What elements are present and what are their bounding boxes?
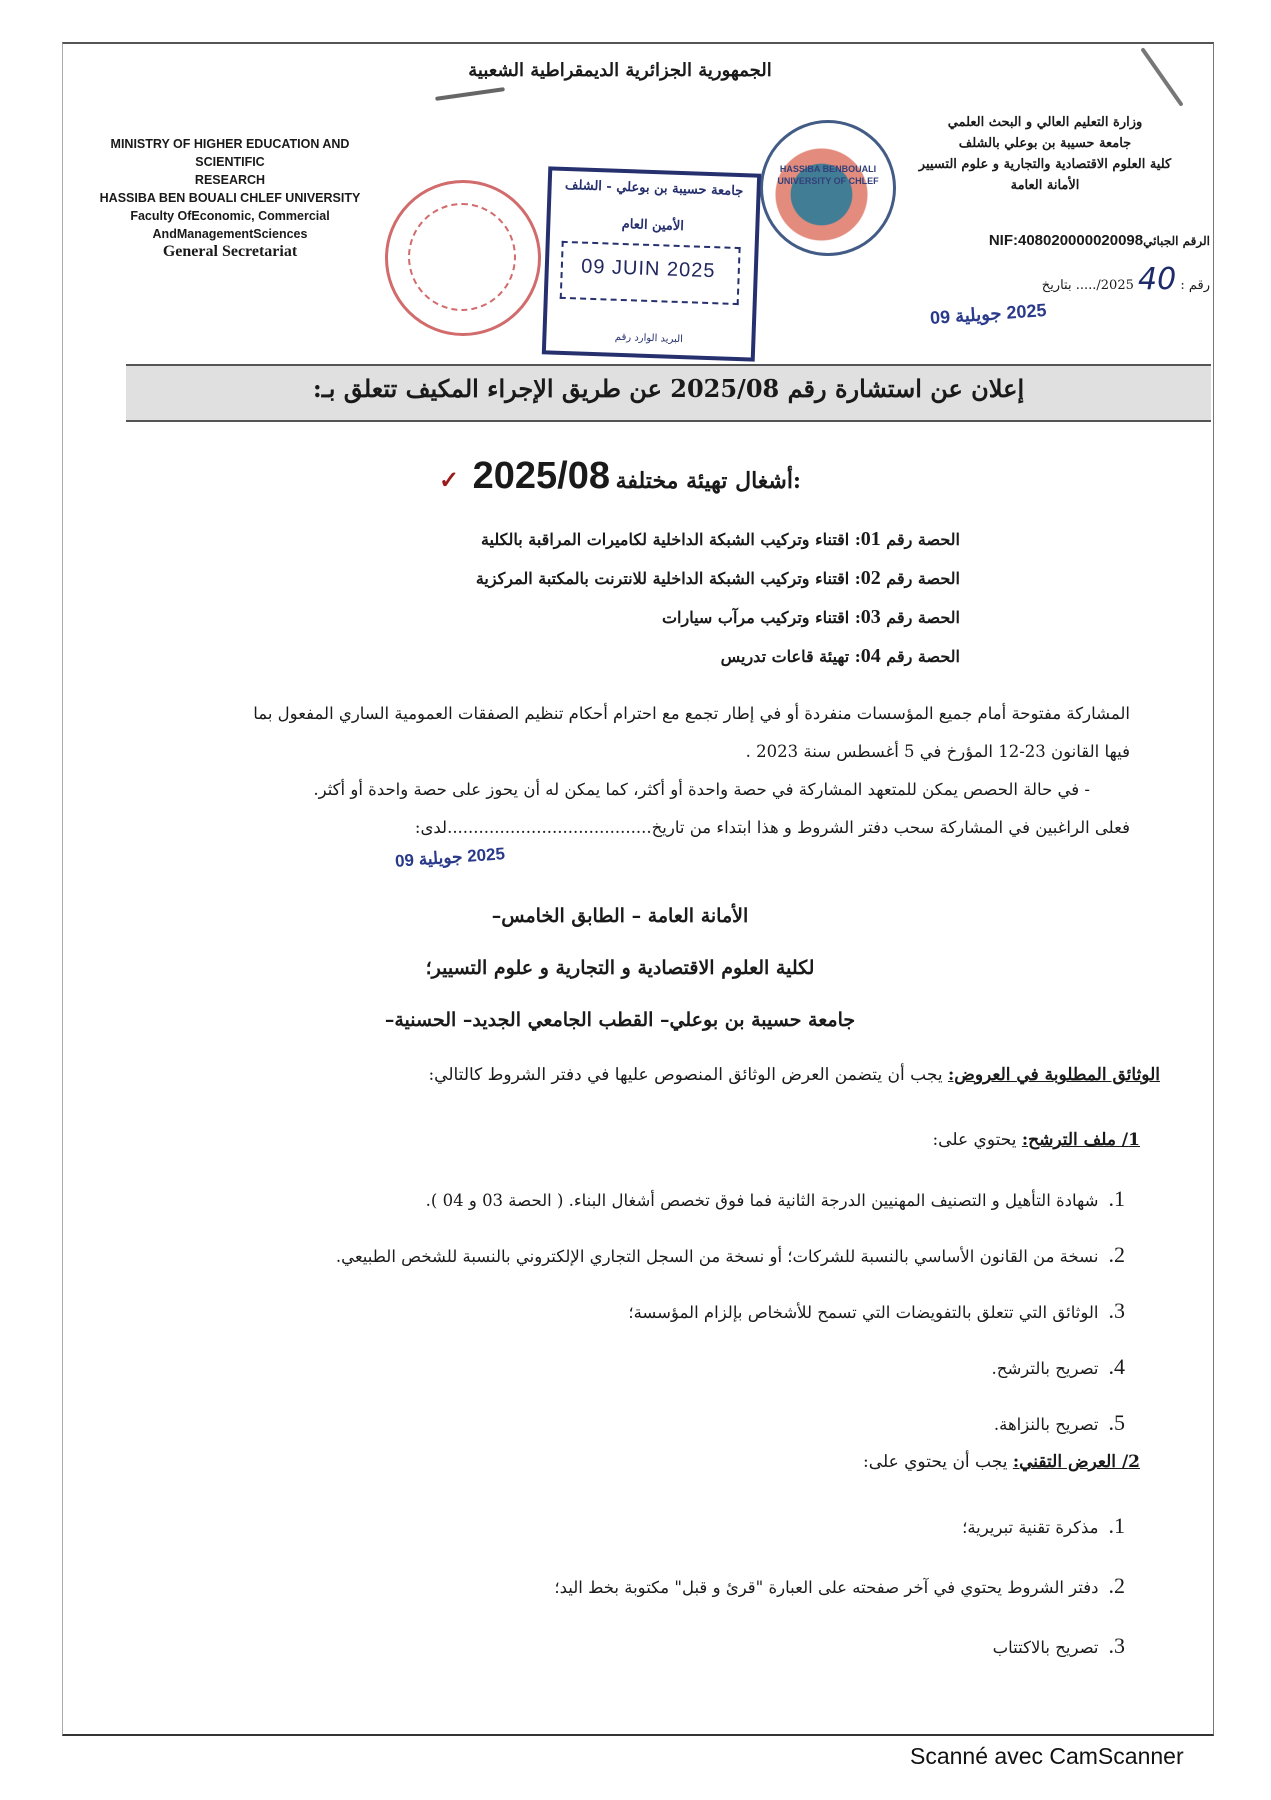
candidature-list bbox=[140, 1172, 1125, 1452]
faculty-line1: Faculty OfEconomic, Commercial bbox=[130, 209, 330, 223]
received-number-label: البريد الوارد رقم bbox=[614, 331, 684, 346]
ref-value: 2025/..... bbox=[1075, 278, 1134, 293]
list-item-text: تصريح بالنزاهة. bbox=[993, 1415, 1099, 1434]
lot-text: : اقتناء وتركيب مرآب سيارات bbox=[661, 608, 861, 627]
received-stamp-sub: الأمين العام bbox=[621, 216, 685, 235]
lot-item bbox=[460, 598, 960, 637]
address-line: لكلية العلوم الاقتصادية و التجارية و علوم التسيير؛ bbox=[425, 957, 815, 979]
list-item-text: تصريح بالاكتتاب bbox=[992, 1638, 1099, 1657]
logo-ring-text: HASSIBA BENBOUALI UNIVERSITY OF CHLEF bbox=[777, 164, 879, 186]
secretariat-ar: الأمانة العامة bbox=[1010, 178, 1080, 193]
list-item-number: 2. bbox=[1108, 1242, 1125, 1267]
lot-text: : تهيئة قاعات تدريس bbox=[720, 647, 861, 666]
lot-number: 01 bbox=[860, 528, 881, 550]
list-item-text: شهادة التأهيل و التصنيف المهنيين الدرجة الثانية فما فوق تخصص أشغال البناء. ( الحصة 03 و 04 ). bbox=[425, 1191, 1099, 1210]
lot-item bbox=[460, 520, 960, 559]
list-item-number: 5. bbox=[1108, 1410, 1125, 1435]
list-item-text: دفتر الشروط يحتوي في آخر صفحته على العبارة "قرئ و قبل" مكتوبة بخط اليد؛ bbox=[554, 1578, 1099, 1597]
section2-text: يجب أن يحتوي على: bbox=[863, 1452, 1013, 1472]
address-block bbox=[300, 890, 940, 1046]
address-line: الأمانة العامة – الطابق الخامس– bbox=[491, 905, 749, 927]
list-item-number: 3. bbox=[1108, 1298, 1125, 1323]
documents-heading-label: الوثائق المطلوبة في العروض: bbox=[947, 1065, 1160, 1085]
list-item bbox=[140, 1340, 1125, 1396]
ref-handwritten-number: 40 bbox=[1138, 262, 1177, 297]
list-item bbox=[140, 1228, 1125, 1284]
ministry-line1: MINISTRY OF HIGHER EDUCATION AND SCIENTIFIC bbox=[110, 137, 350, 169]
ref-label: رقم : bbox=[1180, 278, 1210, 293]
announcement-title: إعلان عن استشارة رقم 2025/08 عن طريق الإجراء المكيف تتعلق بـ: bbox=[312, 374, 1025, 403]
camscanner-watermark: Scanné avec CamScanner bbox=[910, 1743, 1184, 1769]
lot-item bbox=[460, 637, 960, 676]
list-item-number: 4. bbox=[1108, 1354, 1125, 1379]
received-stamp-title: جامعة حسيبة بن بوعلي - الشلف bbox=[564, 177, 744, 200]
received-stamp bbox=[542, 166, 761, 361]
list-item bbox=[140, 1396, 1125, 1452]
red-official-seal bbox=[385, 180, 541, 336]
received-date: 09 JUIN 2025 bbox=[580, 255, 716, 283]
section1-text: يحتوي على: bbox=[932, 1130, 1022, 1150]
participation-bullet: - في حالة الحصص يمكن للمتعهد المشاركة في حصة واحدة أو أكثر، كما يمكن له أن يحوز على حصة واحدة أو أكثر. bbox=[313, 780, 1090, 799]
university-name: HASSIBA BEN BOUALI CHLEF UNIVERSITY bbox=[99, 191, 361, 205]
list-item bbox=[400, 1557, 1125, 1617]
nif-label: الرقم الجبائي bbox=[1143, 234, 1210, 248]
address-line: جامعة حسيبة بن بوعلي– القطب الجامعي الجديد– الحسنية– bbox=[384, 1009, 856, 1031]
faculty-ar: كلية العلوم الاقتصادية والتجارية و علوم التسيير bbox=[918, 157, 1172, 172]
section-candidature bbox=[500, 1130, 1140, 1150]
list-item-text: الوثائق التي تتعلق بالتفويضات التي تسمح للأشخاص بإلزام المؤسسة؛ bbox=[628, 1303, 1099, 1322]
section1-title: 1/ ملف الترشح: bbox=[1021, 1130, 1140, 1150]
subject-number: 2025/08 bbox=[472, 455, 611, 497]
list-item-number: 1. bbox=[1108, 1186, 1125, 1211]
lot-item bbox=[460, 559, 960, 598]
reference-row bbox=[820, 262, 1210, 304]
date-stamp: 2025 جويلية 09 bbox=[394, 844, 506, 871]
participation-line: المشاركة مفتوحة أمام جميع المؤسسات منفردة أو في إطار تجمع مع احترام أحكام تنظيم الصفقات العمومية الساري المفعول بما bbox=[253, 704, 1130, 723]
lot-number: 03 bbox=[860, 606, 881, 628]
republic-heading: الجمهورية الجزائرية الديمقراطية الشعبية bbox=[468, 60, 772, 81]
lot-label: الحصة رقم bbox=[886, 569, 960, 588]
list-item-text: نسخة من القانون الأساسي بالنسبة للشركات؛ أو نسخة من السجل التجاري الإلكتروني بالنسبة للشخص الطبيعي. bbox=[335, 1247, 1099, 1266]
lots-list bbox=[460, 520, 960, 676]
date-label: بتاريخ bbox=[1041, 278, 1072, 293]
list-item bbox=[140, 1172, 1125, 1228]
lot-number: 04 bbox=[860, 645, 881, 667]
subject-line bbox=[320, 455, 920, 498]
list-item-number: 1. bbox=[1108, 1513, 1125, 1538]
english-letterhead bbox=[80, 135, 380, 261]
participation-line: فعلى الراغبين في المشاركة سحب دفتر الشروط و هذا ابتداء من تاريخ.......................................لدى: bbox=[414, 818, 1130, 837]
documents-heading bbox=[140, 1060, 1160, 1090]
lot-label: الحصة رقم bbox=[886, 608, 960, 627]
arabic-letterhead bbox=[895, 112, 1195, 196]
list-item-text: مذكرة تقنية تبريرية؛ bbox=[962, 1518, 1099, 1537]
lot-label: الحصة رقم bbox=[886, 647, 960, 666]
participation-line: فيها القانون 23-12 المؤرخ في 5 أغسطس سنة 2023 . bbox=[745, 742, 1130, 761]
lot-label: الحصة رقم bbox=[886, 530, 960, 549]
documents-heading-text: يجب أن يتضمن العرض الوثائق المنصوص عليها في دفتر الشروط كالتالي: bbox=[428, 1065, 948, 1085]
ministry-line2: RESEARCH bbox=[194, 173, 266, 187]
faculty-line2: AndManagementSciences bbox=[152, 227, 308, 241]
secretariat: General Secretariat bbox=[162, 243, 298, 260]
lot-number: 02 bbox=[860, 567, 881, 589]
date-stamp: 2025 جويلية 09 bbox=[929, 299, 1048, 329]
nif-value: 408020000020098:NIF bbox=[988, 232, 1144, 249]
list-item-number: 3. bbox=[1108, 1633, 1125, 1658]
lot-text: : اقتناء وتركيب الشبكة الداخلية للانترنت بالمكتبة المركزية bbox=[475, 569, 861, 588]
participation-paragraph bbox=[130, 695, 1130, 847]
section2-title: 2/ العرض التقني: bbox=[1012, 1452, 1140, 1472]
section-technical-offer bbox=[500, 1452, 1140, 1472]
technical-offer-list bbox=[400, 1497, 1125, 1677]
ministry-ar: وزارة التعليم العالي و البحث العلمي bbox=[947, 115, 1143, 130]
list-item-text: تصريح بالترشح. bbox=[991, 1359, 1099, 1378]
check-icon: ✓ bbox=[438, 465, 460, 494]
list-item bbox=[400, 1497, 1125, 1557]
list-item bbox=[140, 1284, 1125, 1340]
subject-text: :أشغال تهيئة مختلفة bbox=[615, 468, 802, 494]
university-ar: جامعة حسيبة بن بوعلي بالشلف bbox=[958, 136, 1132, 151]
lot-text: : اقتناء وتركيب الشبكة الداخلية لكاميرات المراقبة بالكلية bbox=[480, 530, 861, 549]
list-item bbox=[400, 1617, 1125, 1677]
nif-row bbox=[820, 232, 1210, 249]
list-item-number: 2. bbox=[1108, 1573, 1125, 1598]
